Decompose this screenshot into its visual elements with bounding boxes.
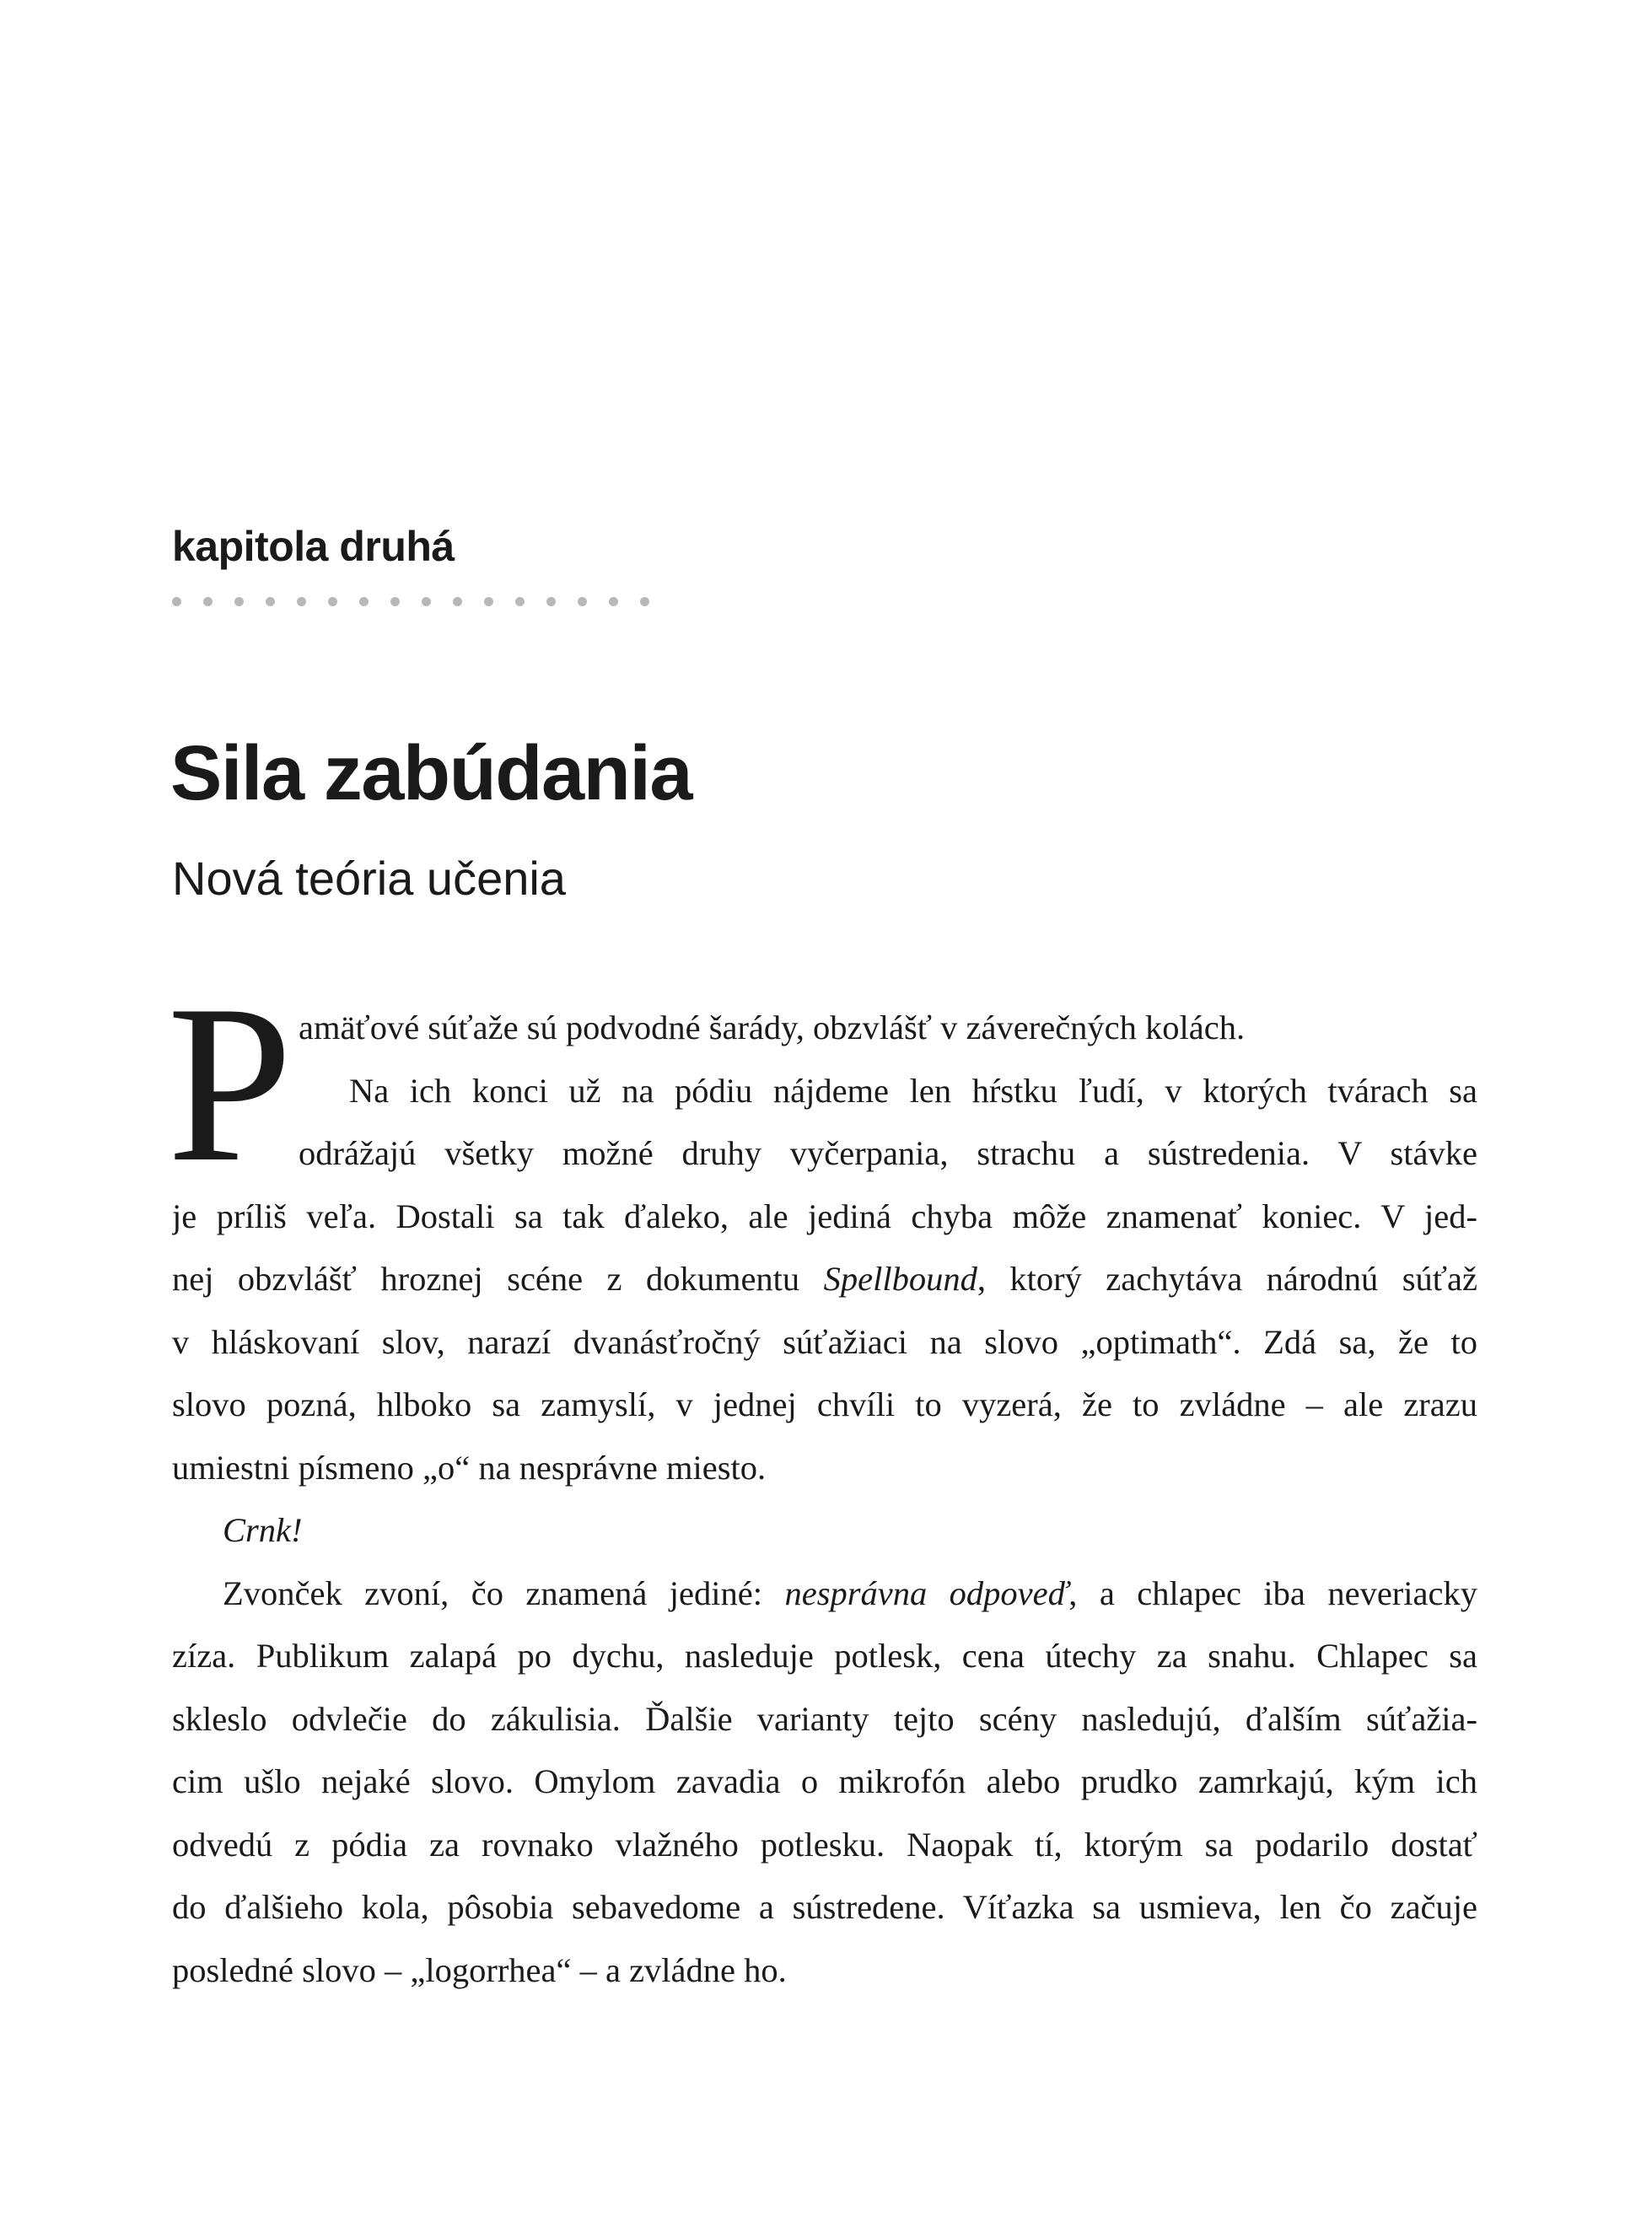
rule-dot [203,597,213,606]
dotted-rule [172,597,671,607]
text-line: odvedú z pódia za rovnako vlažného potlesku. Naopak tí, ktorým sa podarilo dostať [172,1825,1477,1864]
body-text [172,997,1477,2002]
text-line [172,1248,1477,1311]
text-line: je príliš veľa. Dostali sa tak ďaleko, ale jediná chyba môže znamenať koniec. V jed- [172,1197,1477,1235]
text-run: , a chlapec iba neveriacky [1068,1573,1477,1612]
rule-dot [453,597,462,606]
rule-dot [609,597,618,606]
text-line: posledné slovo – „logorrhea“ – a zvládne ho. [172,1950,787,1989]
rule-dot [328,597,337,606]
film-title: Spellbound [823,1260,977,1298]
rule-dot [515,597,525,606]
rule-dot [578,597,587,606]
text-line [172,1499,1477,1562]
rule-dot [484,597,493,606]
emphasis: nesprávna odpoveď [784,1573,1069,1612]
text-line: Na ich konci už na pódiu nájdeme len hŕstku ľudí, v ktorých tvárach sa [349,1071,1477,1110]
sound-word: Crnk! [223,1511,303,1549]
text-line: cim ušlo nejaké slovo. Omylom zavadia o mikrofón alebo prudko zamrkajú, kým ich [172,1762,1477,1800]
text-run: Zvonček zvoní, čo znamená jediné: [223,1573,785,1612]
rule-dot [234,597,244,606]
text-line [172,1562,1477,1626]
rule-dot [640,597,649,606]
chapter-subtitle: Nová teória učenia [172,852,566,905]
text-run: , ktorý zachytáva národnú súťaž [977,1260,1477,1298]
rule-dot [546,597,556,606]
text-line: skleslo odvlečie do zákulisia. Ďalšie varianty tejto scény nasledujú, ďalším súťažia- [172,1699,1477,1738]
chapter-title: Sila zabúdania [170,730,692,816]
rule-dot [390,597,400,606]
rule-dot [359,597,369,606]
text-line: slovo pozná, hlboko sa zamyslí, v jednej chvíli to vyzerá, že to zvládne – ale zrazu [172,1385,1477,1423]
text-line: v hláskovaní slov, narazí dvanásťročný súťažiaci na slovo „optimath“. Zdá sa, že to [172,1322,1477,1361]
rule-dot [297,597,306,606]
text-line: amäťové súťaže sú podvodné šarády, obzvlášť v záverečných kolách. [299,1008,1246,1046]
chapter-label: kapitola druhá [172,523,455,570]
drop-cap-paragraph [172,997,1477,1186]
rule-dot [172,597,181,606]
text-run: nej obzvlášť hroznej scéne z dokumentu [172,1260,824,1298]
text-line: umiestni písmeno „o“ na nesprávne miesto. [172,1448,767,1487]
rule-dot [422,597,431,606]
text-line: do ďalšieho kola, pôsobia sebavedome a sústredene. Víťazka sa usmieva, len čo začuje [172,1888,1477,1926]
drop-cap: P [167,958,293,1208]
text-line: odrážajú všetky možné druhy vyčerpania, strachu a sústredenia. V stávke [299,1134,1477,1172]
text-line: zíza. Publikum zalapá po dychu, nasleduje potlesk, cena útechy za snahu. Chlapec sa [172,1637,1477,1675]
rule-dot [266,597,275,606]
